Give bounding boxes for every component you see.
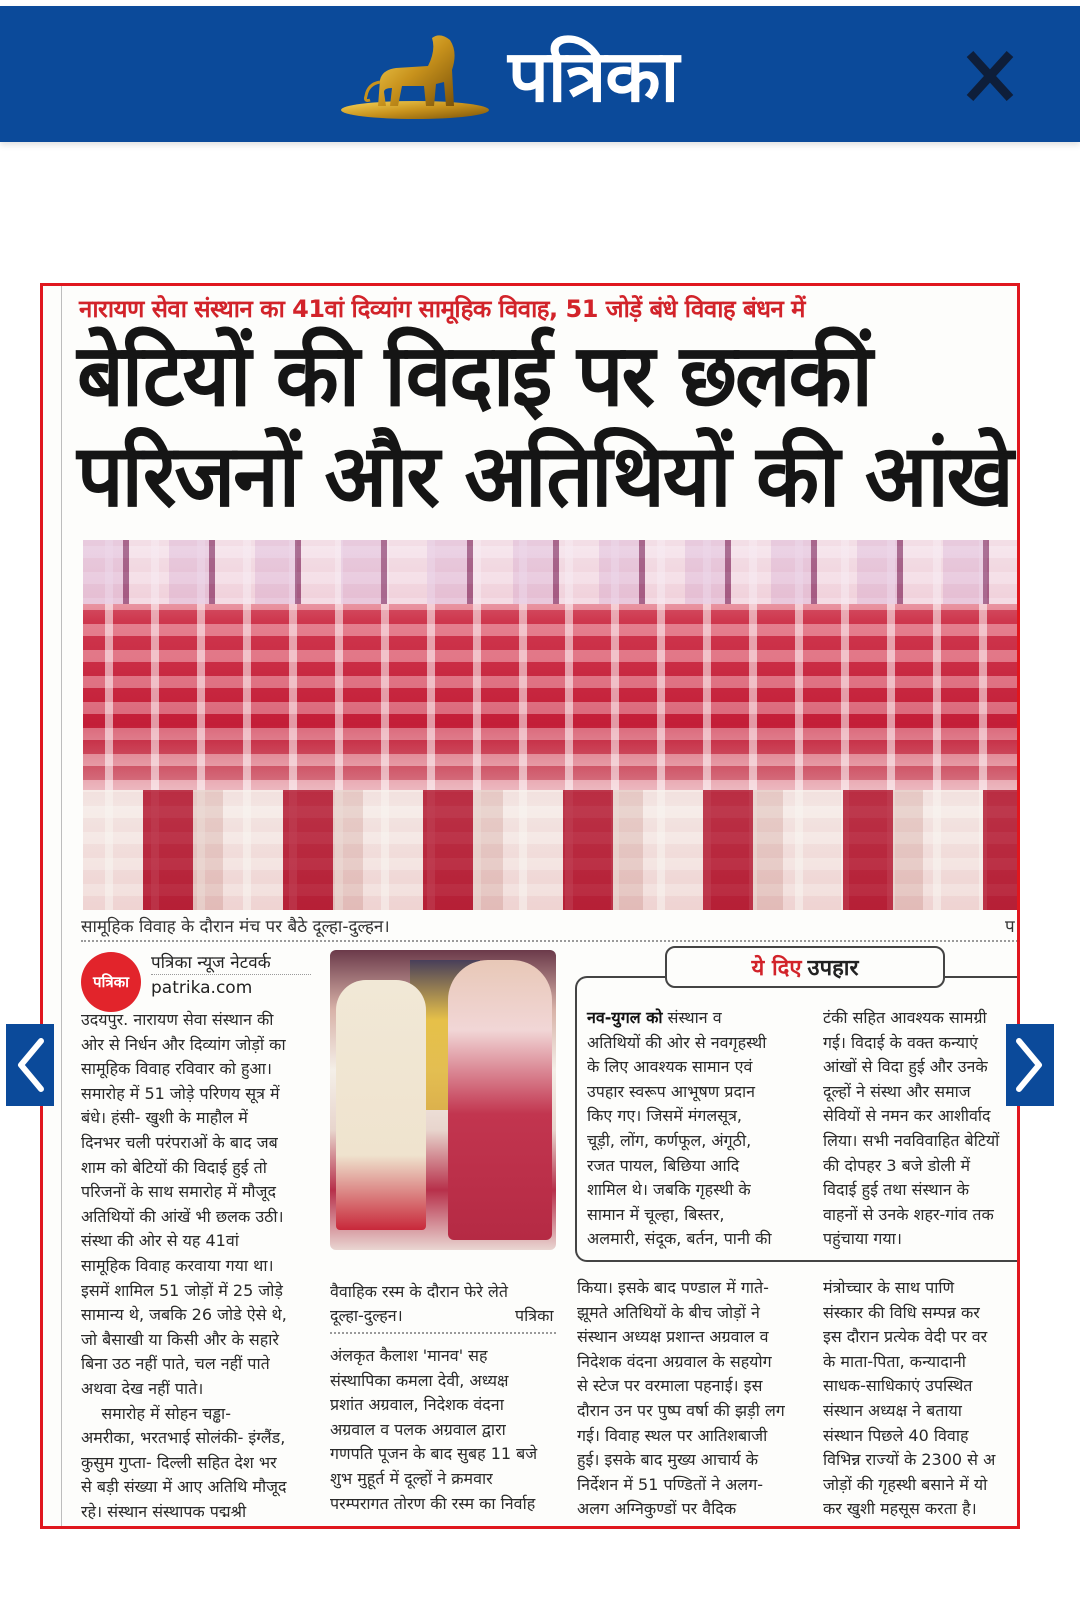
text-line: साधक-साधिकाएं उपस्थित <box>823 1376 973 1396</box>
brand-logo[interactable] <box>340 30 678 122</box>
text-line: अथवा देख नहीं पाते। <box>81 1378 204 1398</box>
text-line: संस्था की ओर से यह 41वां <box>81 1231 239 1251</box>
text-line: वाहनों से उनके शहर-गांव तक <box>823 1204 994 1224</box>
byline-site: patrika.com <box>151 978 253 998</box>
text-line: बिना उठ नहीं पाते, चल नहीं पाते <box>81 1354 270 1374</box>
gifts-column-b <box>823 1006 1020 1252</box>
text-line: दिनभर चली परंपराओं के बाद जब <box>81 1132 278 1152</box>
text-line: सामान में चूल्हा, बिस्तर, <box>587 1204 725 1224</box>
headline-line-2: परिजनों और अतिथियों की आंखे <box>77 426 1012 527</box>
text-line: परिजनों के साथ समारोह में मौजूद <box>81 1182 276 1202</box>
divider <box>81 940 1020 942</box>
text-line: लिया। सभी नवविवाहित बेटियों <box>823 1130 1000 1150</box>
text-line: प्रशांत अग्रवाल, निदेशक वंदना <box>330 1395 504 1415</box>
text-line: चूड़ी, लोंग, कर्णफूल, अंगूठी, <box>587 1130 752 1150</box>
main-photo-wedding-couples <box>83 540 1020 910</box>
stage-backdrop <box>83 540 1020 604</box>
next-image-button[interactable] <box>1006 1024 1054 1106</box>
text-line: इस दौरान प्रत्येक वेदी पर वर <box>823 1327 988 1347</box>
text-line: शाम को बेटियों की विदाई हुई तो <box>81 1157 267 1177</box>
gifts-title-black: उपहार <box>807 956 859 981</box>
text-line: टंकी सहित आवश्यक सामग्री <box>823 1008 987 1027</box>
photo-couple-pheras <box>330 950 556 1250</box>
headline-line-1: बेटियों की विदाई पर छलकीं <box>77 326 871 426</box>
text-line: उपहार स्वरूप आभूषण प्रदान <box>587 1081 755 1101</box>
text-line: संस्कार की विधि सम्पन्न कर <box>823 1302 980 1322</box>
small-photo-caption-line-2: दूल्हा-दुल्हन। <box>330 1306 403 1325</box>
text-line: इसमें शामिल 51 जोड़ों में 25 जोड़े <box>81 1280 283 1300</box>
text-line: अमरीका, भरतभाई सोलंकी- इंग्लैंड, <box>81 1428 286 1448</box>
close-icon <box>960 48 1020 104</box>
text-line: किए गए। जिसमें मंगलसूत्र, <box>587 1106 743 1126</box>
newspaper-clipping <box>40 283 1020 1529</box>
byline-logo: पत्रिका <box>81 952 141 1012</box>
text-line: दौरान उन पर पुष्प वर्षा की झड़ी लग <box>577 1400 785 1420</box>
article-kicker: नारायण सेवा संस्थान का 41वां दिव्यांग सामूहिक विवाह, 51 जोड़ें बंधे विवाह बंधन में <box>79 295 806 323</box>
text-line: सामूहिक विवाह रविवार को हुआ। <box>81 1059 272 1079</box>
text-line: पहुंचाया गया। <box>823 1229 902 1249</box>
text-line: अलग अग्निकुण्डों पर वैदिक <box>577 1499 737 1519</box>
small-photo-credit: पत्रिका <box>515 1306 554 1325</box>
text-line: सामान्य थे, जबकि 26 जोडे ऐसे थे, <box>81 1305 287 1325</box>
gifts-title-red: ये दिए <box>751 956 802 981</box>
text-line: निर्देशन में 51 पण्डितों ने अलग- <box>577 1474 764 1494</box>
text-line: समारोह में 51 जोड़े परिणय सूत्र में <box>81 1083 280 1103</box>
text-line: रजत पायल, बिछिया आदि <box>587 1155 740 1175</box>
text-line: शुभ मुहूर्त में दूल्हों ने क्रमवार <box>330 1468 493 1488</box>
article-column-2 <box>330 1344 558 1516</box>
text-line: संस्थान अध्यक्ष ने बताया <box>823 1400 962 1420</box>
text-line: संस्थान पिछले 40 विवाह <box>823 1425 969 1445</box>
text-line <box>587 1006 815 1031</box>
text-line: निदेशक वंदना अग्रवाल के सहयोग <box>577 1351 772 1371</box>
text-line: से बड़ी संख्या में आए अतिथि मौजूद <box>81 1477 287 1497</box>
previous-image-button[interactable] <box>6 1024 54 1106</box>
text-line: गई। विवाह स्थल पर आतिशबाजी <box>577 1425 768 1445</box>
article-column-4 <box>823 1276 1020 1522</box>
text-line: झूमते अतिथियों के बीच जोड़ों ने <box>577 1302 760 1322</box>
text-line: गई। विदाई के वक्त कन्याएं <box>823 1032 978 1052</box>
text-line: जोड़ों की गृहस्थी बसाने में यो <box>823 1474 988 1494</box>
text-line: शामिल थे। जबकि गृहस्थी के <box>587 1180 751 1200</box>
divider <box>330 1332 556 1334</box>
text-line: संस्थान अध्यक्ष प्रशान्त अग्रवाल व <box>577 1327 769 1347</box>
text-line: अतिथियों की आंखें भी छलक उठी। <box>81 1206 284 1226</box>
text-line: अतिथियों की ओर से नवगृहस्थी <box>587 1032 767 1052</box>
small-photo-caption-line-1: वैवाहिक रस्म के दौरान फेरे लेते <box>330 1282 508 1301</box>
chevron-left-icon <box>13 1035 47 1095</box>
text-line: के लिए आवश्यक सामान एवं <box>587 1057 753 1077</box>
text-line: अग्रवाल व पलक अग्रवाल द्वारा <box>330 1419 506 1439</box>
lion-icon <box>340 30 490 122</box>
byline-name: पत्रिका न्यूज नेटवर्क <box>151 953 271 973</box>
text-line: ओर से निर्धन और दिव्यांग जोड़ों का <box>81 1034 286 1054</box>
text-line: दूल्हों ने संस्था और समाज <box>823 1081 971 1101</box>
text-line: विदाई हुई तथा संस्थान के <box>823 1180 969 1200</box>
text-line: उदयपुर. नारायण सेवा संस्थान की <box>81 1010 274 1029</box>
text-line: के माता-पिता, कन्यादानी <box>823 1351 966 1371</box>
column-rule <box>61 286 62 1529</box>
text-line: अलमारी, संदूक, बर्तन, पानी की <box>587 1229 772 1249</box>
gifts-lead: नव-युगल को <box>587 1008 663 1027</box>
text-line: की दोपहर 3 बजे डोली में <box>823 1155 971 1175</box>
text-line: किया। इसके बाद पण्डाल में गाते- <box>577 1278 769 1297</box>
logo-text: पत्रिका <box>508 34 679 118</box>
close-button[interactable] <box>960 48 1020 104</box>
article-column-3 <box>577 1276 813 1522</box>
text-line: सेवियों से नमन कर आशीर्वाद <box>823 1106 991 1126</box>
article-headline <box>77 326 1012 528</box>
main-photo-caption: सामूहिक विवाह के दौरान मंच पर बैठे दूल्हा-दुल्हन। <box>81 917 390 937</box>
article-column-1 <box>81 1008 317 1524</box>
front-row-couples <box>83 790 1020 910</box>
gifts-box-title <box>665 946 945 988</box>
text-line: समारोह में सोहन चड्ढा- <box>81 1403 231 1423</box>
text-line: जो बैसाखी या किसी और के सहारे <box>81 1329 279 1349</box>
main-photo-caption-credit: प <box>1005 917 1015 937</box>
bride-figure <box>448 960 552 1240</box>
text-line: विभिन्न राज्यों के 2300 से अ <box>823 1450 996 1470</box>
text-line: हुई। इसके बाद मुख्य आचार्य के <box>577 1450 759 1470</box>
text-line: परम्परागत तोरण की रस्म का निर्वाह <box>330 1493 536 1513</box>
chevron-right-icon <box>1013 1035 1047 1095</box>
text-line: मंत्रोच्चार के साथ पाणि <box>823 1278 955 1297</box>
text-span: संस्थान व <box>662 1008 722 1027</box>
text-line: कर खुशी महसूस करता है। <box>823 1499 977 1519</box>
text-line: संस्थापिका कमला देवी, अध्यक्ष <box>330 1370 509 1390</box>
text-line: कुसुम गुप्ता- दिल्ली सहित देश भर <box>81 1452 277 1472</box>
text-line: से स्टेज पर वरमाला पहनाई। इस <box>577 1376 763 1396</box>
groom-figure <box>336 980 426 1230</box>
text-line: सामूहिक विवाह करवाया गया था। <box>81 1255 274 1275</box>
text-line: रहे। संस्थान संस्थापक पद्मश्री <box>81 1501 247 1521</box>
gifts-column-a <box>587 1006 815 1252</box>
text-line: गणपति पूजन के बाद सुबह 11 बजे <box>330 1444 538 1464</box>
top-bar <box>0 6 1080 142</box>
text-line: आंखों से विदा हुई और उनके <box>823 1057 988 1077</box>
text-line: अंलकृत कैलाश 'मानव' सह <box>330 1346 488 1365</box>
text-line: बंधे। हंसी- खुशी के माहौल में <box>81 1108 248 1128</box>
divider <box>151 974 311 975</box>
